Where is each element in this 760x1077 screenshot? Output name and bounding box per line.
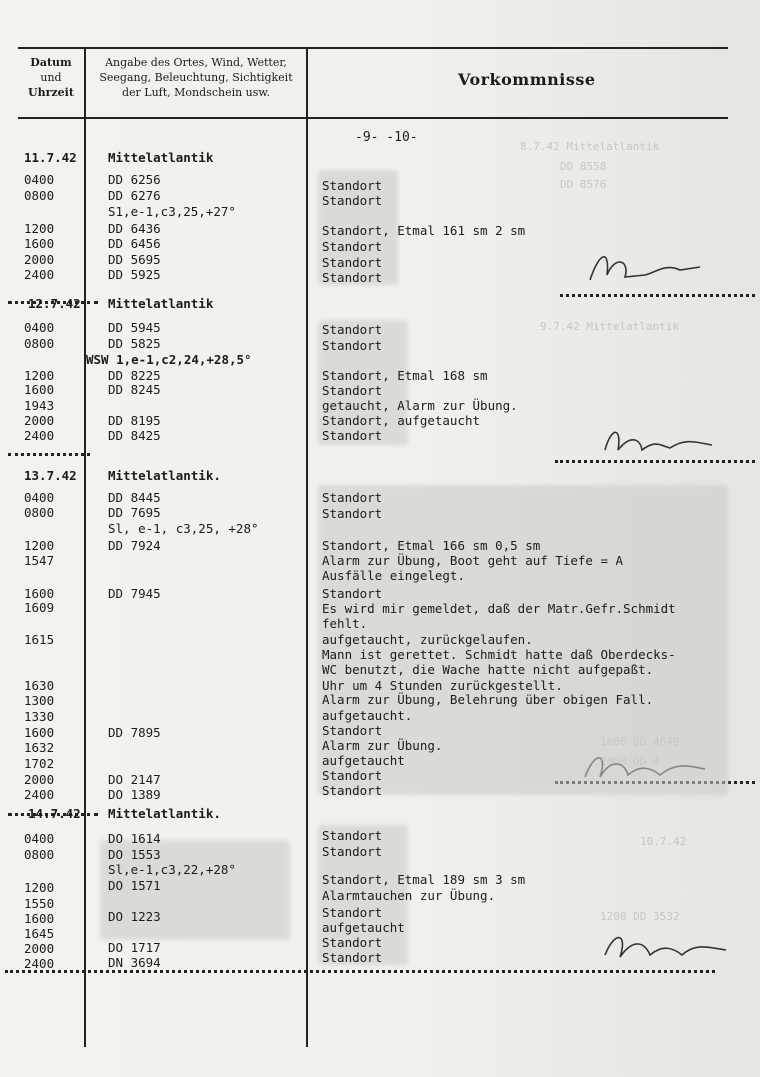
time-cell: 0800 [24,505,55,520]
bleed-through-text: 8.7.42 Mittelatlantik [520,140,660,153]
time-cell: 1632 [24,740,55,755]
weather-cell: S1,e-1,c3,25,+27° [108,204,236,219]
time-cell: 0800 [24,188,55,203]
bleed-through-text: 1200 DD 3532 [600,910,680,923]
time-cell: 2400 [24,267,55,282]
event-cell: aufgetaucht [322,920,405,935]
event-cell: Ausfälle eingelegt. [322,568,465,583]
location-cell: Mittelatlantik [108,150,214,165]
location-cell: Mittelatlantik. [108,468,221,483]
time-cell: 1600 [24,725,55,740]
event-cell: Standort, Etmal 161 sm 2 sm [322,223,526,238]
header-location-line2: Seegang, Beleuchtung, Sichtigkeit [99,71,293,84]
location-cell: DD 5945 [108,320,161,335]
header-und: und [40,71,62,84]
signature-mark [600,925,730,970]
weather-cell: WSW 1,e-1,c2,24,+28,5° [86,352,252,367]
location-cell: DO 1614 [108,831,161,846]
location-cell: DD 5925 [108,267,161,282]
time-cell: 0800 [24,336,55,351]
location-cell: DD 5825 [108,336,161,351]
location-cell: DD 6456 [108,236,161,251]
time-cell: 0400 [24,320,55,335]
event-cell: Standort [322,828,383,843]
time-cell: 2400 [24,787,55,802]
location-cell: DD 7924 [108,538,161,553]
signature-mark [585,245,705,290]
location-cell: DD 7695 [108,505,161,520]
header-bottom-rule [18,117,728,119]
time-cell: 2400 [24,956,55,971]
time-cell: 1600 [24,382,55,397]
event-cell: Standort [322,270,383,285]
location-cell: DD 8445 [108,490,161,505]
location-cell: DD 5695 [108,252,161,267]
signature-mark [600,420,720,465]
time-cell: 1645 [24,926,55,941]
location-cell: DD 8225 [108,368,161,383]
event-cell: Standort [322,783,383,798]
event-cell: aufgetaucht [322,753,405,768]
event-cell: Standort [322,428,383,443]
time-cell: 0400 [24,172,55,187]
event-cell: aufgetaucht. [322,708,413,723]
time-cell: 1630 [24,678,55,693]
time-cell: 0400 [24,490,55,505]
time-cell: 2000 [24,772,55,787]
event-cell: Standort [322,768,383,783]
event-cell: Alarm zur Übung. [322,738,443,753]
event-cell: Alarm zur Übung, Boot geht auf Tiefe = A [322,553,624,568]
time-cell: 1200 [24,368,55,383]
header-uhrzeit: Uhrzeit [28,86,74,99]
event-cell: Standort [322,950,383,965]
event-cell: Standort [322,905,383,920]
location-cell: DD 7895 [108,725,161,740]
time-cell: 1200 [24,538,55,553]
location-cell: DO 1389 [108,787,161,802]
event-cell: Uhr um 4 Stunden zurückgestellt. [322,678,563,693]
time-cell: 0800 [24,847,55,862]
time-cell: 1200 [24,221,55,236]
date-cell: 14.7.42 [28,806,81,821]
time-cell: 0400 [24,831,55,846]
event-cell: Alarm zur Übung, Belehrung über obigen Fall. [322,692,654,707]
time-cell: 1600 [24,236,55,251]
day-separator [8,453,90,456]
location-cell: DD 7945 [108,586,161,601]
column-divider [306,47,308,1047]
weather-cell: Sl, e-1, c3,25, +28° [108,521,259,536]
event-cell: Standort [322,239,383,254]
time-cell: 1300 [24,693,55,708]
location-cell: DD 8195 [108,413,161,428]
time-cell: 1200 [24,880,55,895]
day-separator [560,294,755,297]
event-cell: WC benutzt, die Wache hatte nicht aufgepaßt. [322,662,654,677]
event-cell: Standort [322,723,383,738]
date-cell: 11.7.42 [24,150,77,165]
date-cell: 12.7.42 [28,296,81,311]
event-cell: fehlt. [322,616,368,631]
location-cell: DD 6436 [108,221,161,236]
bleed-through-text: DD 8558 [560,160,607,173]
event-cell: Es wird mir gemeldet, daß der Matr.Gefr.Schmidt [322,601,676,616]
event-cell: Standort [322,178,383,193]
bleed-through-text: 9.7.42 Mittelatlantik [540,320,680,333]
date-cell: 13.7.42 [24,468,77,483]
event-cell: Alarmtauchen zur Übung. [322,888,496,903]
time-cell: 1547 [24,553,55,568]
event-cell: Standort, Etmal 189 sm 3 sm [322,872,526,887]
location-cell: DO 1553 [108,847,161,862]
time-cell: 2000 [24,413,55,428]
time-cell: 1609 [24,600,55,615]
location-cell: DO 1223 [108,909,161,924]
location-cell: DD 8245 [108,382,161,397]
bleed-through-text: DD 8576 [560,178,607,191]
weather-cell: Sl,e-1,c3,22,+28° [108,862,236,877]
event-cell: Mann ist gerettet. Schmidt hatte daß Oberdecks- [322,647,676,662]
column-divider [84,47,86,1047]
time-cell: 1943 [24,398,55,413]
event-cell: Standort [322,586,383,601]
location-cell: DD 8425 [108,428,161,443]
day-separator [5,970,715,973]
page-number: -9- -10- [355,130,418,145]
event-cell: Standort [322,935,383,950]
location-cell: DD 6256 [108,172,161,187]
time-cell: 1615 [24,632,55,647]
location-cell: DO 2147 [108,772,161,787]
location-cell: DD 6276 [108,188,161,203]
time-cell: 2000 [24,252,55,267]
header-location-line3: der Luft, Mondschein usw. [121,86,271,99]
time-cell: 1600 [24,911,55,926]
location-cell: Mittelatlantik [108,296,214,311]
event-cell: Standort, Etmal 166 sm 0,5 sm [322,538,541,553]
header-location-column [86,55,306,100]
header-vorkommnisse: Vorkommnisse [458,70,596,89]
time-cell: 1330 [24,709,55,724]
event-cell: Standort [322,844,383,859]
event-cell: Standort [322,255,383,270]
header-datum: Datum [30,56,72,69]
event-cell: Standort [322,338,383,353]
bleed-through-text: 10.7.42 [640,835,687,848]
time-cell: 2400 [24,428,55,443]
time-cell: 1600 [24,586,55,601]
time-cell: 2000 [24,941,55,956]
time-cell: 1702 [24,756,55,771]
time-cell: 1550 [24,896,55,911]
location-cell: DN 3694 [108,955,161,970]
location-cell: DO 1717 [108,940,161,955]
event-cell: Standort, Etmal 168 sm [322,368,488,383]
header-location-line1: Angabe des Ortes, Wind, Wetter, [105,56,287,69]
event-cell: Standort, aufgetaucht [322,413,481,428]
event-cell: Standort [322,193,383,208]
event-cell: Standort [322,383,383,398]
location-cell: DO 1571 [108,878,161,893]
header-date-column [18,55,84,100]
event-cell: Standort [322,322,383,337]
location-cell: Mittelatlantik. [108,806,221,821]
event-cell: Standort [322,490,383,505]
event-cell: aufgetaucht, zurückgelaufen. [322,632,533,647]
event-cell: getaucht, Alarm zur Übung. [322,398,518,413]
event-cell: Standort [322,506,383,521]
header-top-rule [18,47,728,49]
